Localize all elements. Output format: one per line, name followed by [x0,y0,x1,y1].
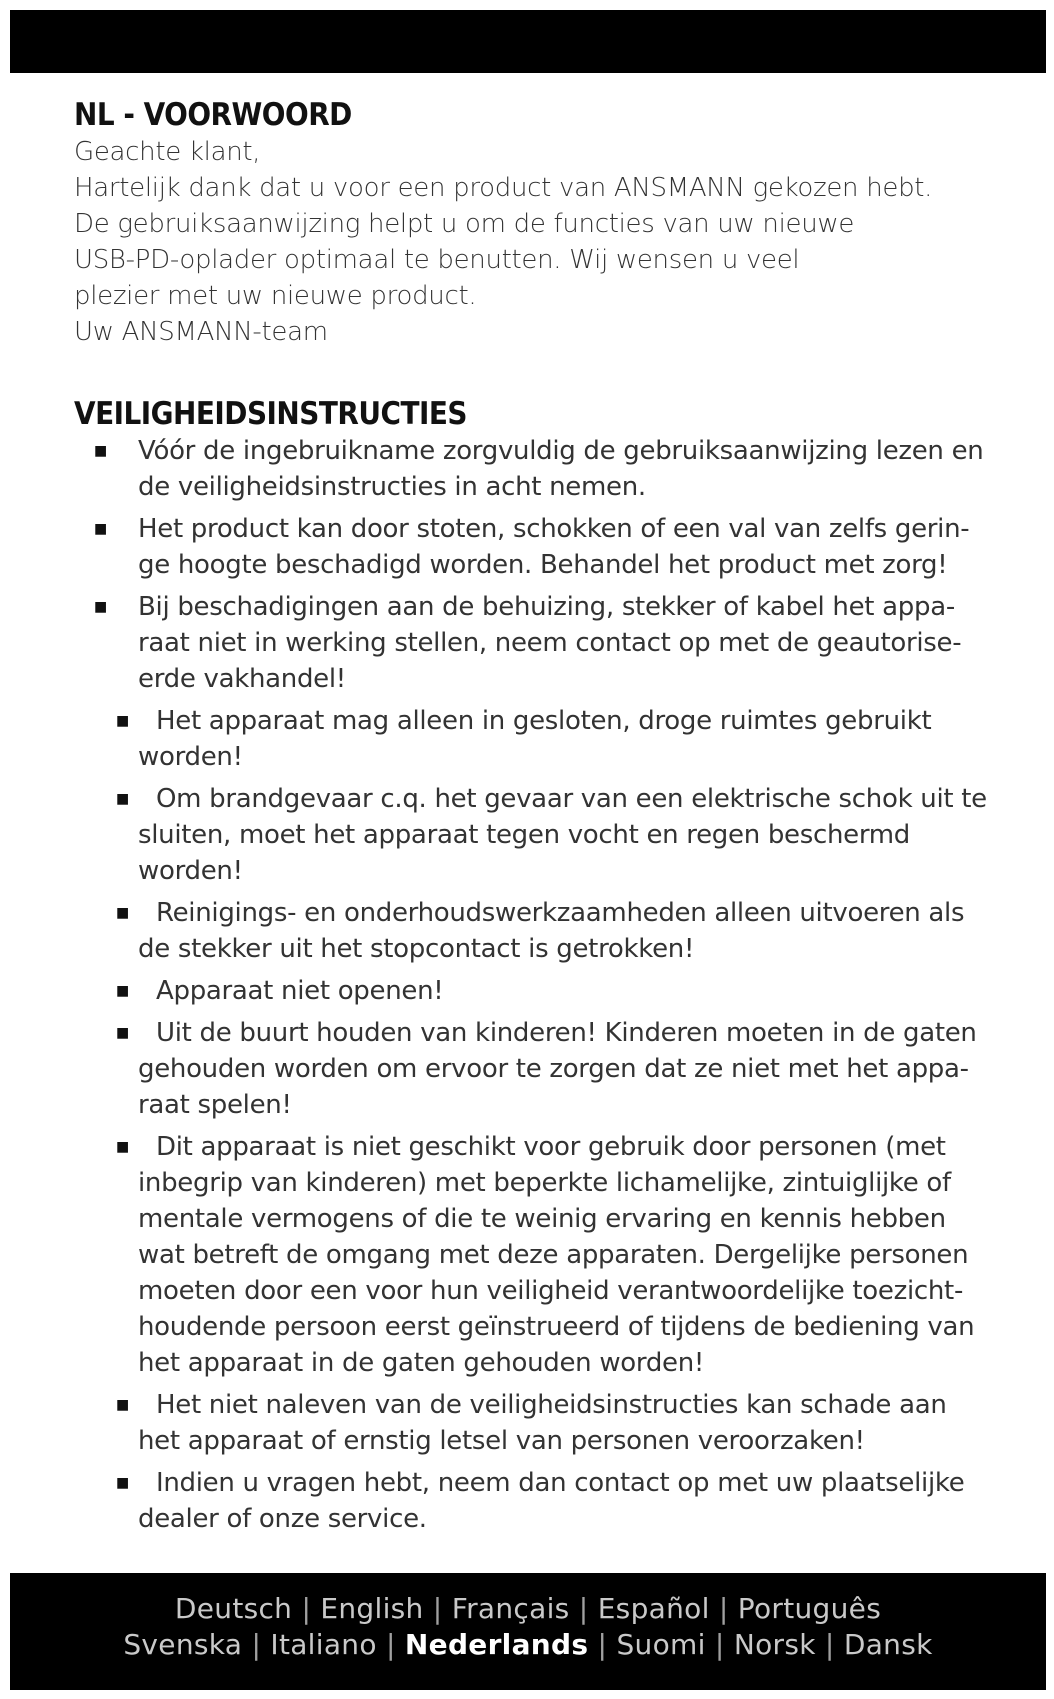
list-item: ■ Om brandgevaar c.q. het gevaar van een elektrische schok uit te sluiten, moet het apparaat tegen vocht en regen beschermd worden! [74,781,994,889]
language-link-deutsch[interactable]: Deutsch [174,1592,293,1625]
language-row-1: Deutsch | English | Français | Español | Português [174,1592,882,1625]
list-item: ■ Apparaat niet openen! [74,973,994,1009]
list-item: ■ Het apparaat mag alleen in gesloten, droge ruimtes gebruikt worden! [74,703,994,775]
bullet-icon: ■ [116,1025,129,1041]
bullet-icon: ■ [116,983,129,999]
language-link-suomi[interactable]: Suomi [616,1628,706,1661]
list-item: ■ Uit de buurt houden van kinderen! Kinderen moeten in de gaten gehouden worden om ervoor te zorgen dat ze niet met het appa-raat spelen! [74,1015,994,1123]
bullet-icon: ■ [94,443,107,459]
list-item: ■ Vóór de ingebruikname zorgvuldig de gebruiksaanwijzing lezen en de veiligheidsinstructies in acht nemen. [74,433,994,505]
bullet-icon: ■ [116,1475,129,1491]
bullet-icon: ■ [116,1139,129,1155]
language-bar [10,1573,1046,1690]
language-link-portugues[interactable]: Português [737,1592,882,1625]
bullet-icon: ■ [116,713,129,729]
bullet-icon: ■ [116,905,129,921]
signature-text: Uw ANSMANN-team [74,317,328,347]
language-link-italiano[interactable]: Italiano [270,1628,377,1661]
thanks-text: Hartelijk dank dat u voor een product van ANSMANN gekozen hebt. [74,173,933,203]
language-link-english[interactable]: English [320,1592,424,1625]
bullet-icon: ■ [116,1397,129,1413]
language-link-norsk[interactable]: Norsk [733,1628,816,1661]
language-link-francais[interactable]: Français [451,1592,570,1625]
manual-intro-text: De gebruiksaanwijzing helpt u om de functies van uw nieuwe USB-PD-oplader optimaal te benutten. Wij wensen u veel plezier met uw nieuwe product. [74,209,855,311]
language-link-espanol[interactable]: Español [597,1592,710,1625]
language-row-2: Svenska | Italiano | Nederlands | Suomi | Norsk | Dansk [123,1628,933,1661]
language-link-svenska[interactable]: Svenska [123,1628,243,1661]
list-item: ■ Indien u vragen hebt, neem dan contact op met uw plaatselijke dealer of onze service. [74,1465,994,1537]
list-item: ■ Reinigings- en onderhoudswerkzaamheden alleen uitvoeren als de stekker uit het stopcontact is getrokken! [74,895,994,967]
foreword-heading: NL - VOORWOORD [74,97,352,133]
top-bar [10,10,1046,73]
list-item: ■ Het product kan door stoten, schokken of een val van zelfs gerin-ge hoogte beschadigd worden. Behandel het product met zorg! [74,511,994,583]
document-content [74,96,994,1543]
safety-heading: VEILIGHEIDSINSTRUCTIES [74,396,467,432]
list-item: ■ Het niet naleven van de veiligheidsinstructies kan schade aan het apparaat of ernstig letsel van personen veroorzaken! [74,1387,994,1459]
language-link-dansk[interactable]: Dansk [843,1628,933,1661]
list-item: ■ Dit apparaat is niet geschikt voor gebruik door personen (met inbegrip van kinderen) met beperkte lichamelijke, zintuiglijke of mentale vermogens of die te weinig ervaring en kennis hebben wat betreft de omgang met deze apparaten. Dergelijke personen moeten door een voor hun veiligheid verantwoordelijke toezicht-houdende persoon eerst geïnstrueerd of tijdens de bediening van het apparaat in de gaten gehouden worden! [74,1129,994,1381]
list-item: ■ Bij beschadigingen aan de behuizing, stekker of kabel het appa-raat niet in werking stellen, neem contact op met de geautorise-erde vakhandel! [74,589,994,697]
bullet-icon: ■ [94,521,107,537]
language-link-nederlands[interactable]: Nederlands [404,1628,589,1661]
bullet-icon: ■ [94,599,107,615]
bullet-icon: ■ [116,791,129,807]
greeting: Geachte klant, [74,137,261,167]
safety-list [74,433,994,1537]
